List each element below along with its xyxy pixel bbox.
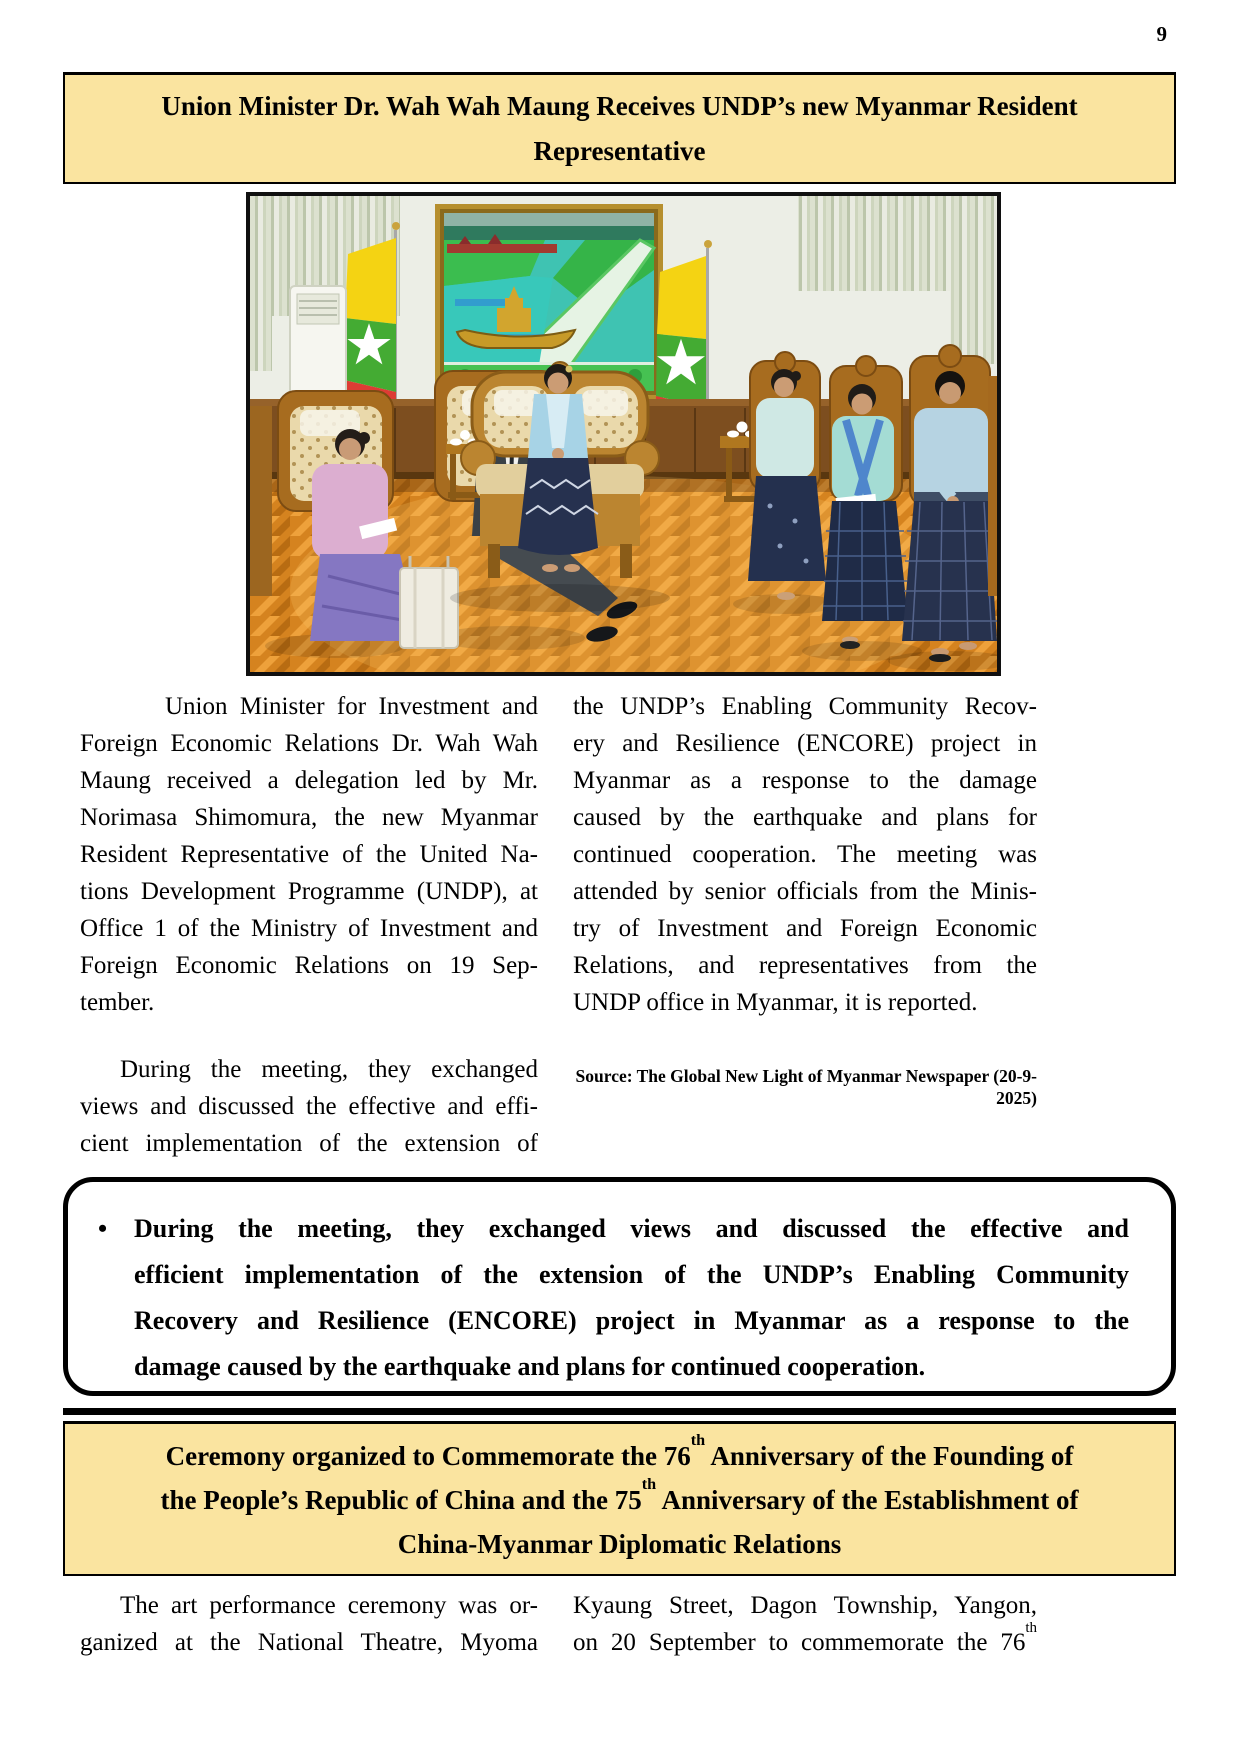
text-line: Norimasa Shimomura, the new Myanmar [80,804,538,831]
text-line: Myanmar as a response to the damage [573,767,1037,794]
highlight-box [63,1177,1176,1396]
text-line: Union Minister for Investment and [165,693,538,720]
text-line: China-Myanmar Diplomatic Relations [397,1529,842,1559]
text-line: the People’s Republic of China and the 75th Anniversary of the Establishment of [160,1475,1079,1515]
bullet-marker: • [98,1214,108,1243]
text-line: Relations, and representatives from the [573,952,1037,979]
article2-body [80,1582,1037,1661]
white-tote-bag [400,556,458,648]
source-attribution: Source: The Global New Light of Myanmar Newspaper (20-9-2025) [575,1066,1037,1108]
text-line: Foreign Economic Relations Dr. Wah Wah [80,730,538,757]
text-line: Kyaung Street, Dagon Township, Yangon, [573,1592,1037,1619]
highlight-text [134,1206,1129,1391]
article1-right-column [573,688,1037,1162]
text-line: During the meeting, they exchanged views and discussed the effective and [134,1214,1129,1243]
text-line: Union Minister Dr. Wah Wah Maung Receives UNDP’s new Myanmar Resident [161,91,1078,121]
article2-right-column [573,1587,1037,1661]
text-line: continued cooperation. The meeting was [573,841,1037,868]
article1-body [80,676,1037,1162]
text-line: Office 1 of the Ministry of Investment and [80,915,538,942]
text-line: tions Development Programme (UNDP), at [80,878,538,905]
text-line: efficient implementation of the extension of the UNDP’s Enabling Community [134,1260,1129,1289]
text-line: damage caused by the earthquake and plans for continued cooperation. [134,1352,926,1381]
article1-title-banner [63,72,1176,184]
text-line: the UNDP’s Enabling Community Recov- [573,693,1037,720]
text-line: caused by the earthquake and plans for [573,804,1037,831]
text-line: Ceremony organized to Commemorate the 76th Anniversary of the Founding of [165,1431,1074,1471]
text-line: The art performance ceremony was or- [120,1592,538,1619]
article2-title-banner [63,1421,1176,1576]
article1-left-column [80,688,538,1162]
text-line: cient implementation of the extension of [80,1130,538,1157]
text-line: Representative [533,136,706,166]
text-line: on 20 September to commemorate the 76th [573,1619,1037,1656]
text-line: try of Investment and Foreign Economic [573,915,1037,942]
official-man [902,371,997,662]
page-number: 9 [1156,22,1167,46]
article2-left-column [80,1587,538,1661]
section-divider [63,1408,1176,1415]
article1-right-text [573,688,1037,1021]
text-line: ganized at the National Theatre, Myoma [80,1629,538,1656]
text-line: views and discussed the effective and effi- [80,1093,538,1120]
text-line: Maung received a delegation led by Mr. [80,767,538,794]
text-line: tember. [80,989,155,1016]
meeting-photo [246,192,1001,676]
text-line: ery and Resilience (ENCORE) project in [573,730,1037,757]
text-line: Foreign Economic Relations on 19 Sep- [80,952,538,979]
text-line: During the meeting, they exchanged [120,1056,538,1083]
text-line: Recovery and Resilience (ENCORE) project in Myanmar as a response to the [134,1306,1129,1335]
text-line: Resident Representative of the United Na- [80,841,538,868]
meeting-photo-illustration [250,196,997,672]
text-line: attended by senior officials from the Minis- [573,878,1037,905]
text-line: UNDP office in Myanmar, it is reported. [573,989,978,1016]
